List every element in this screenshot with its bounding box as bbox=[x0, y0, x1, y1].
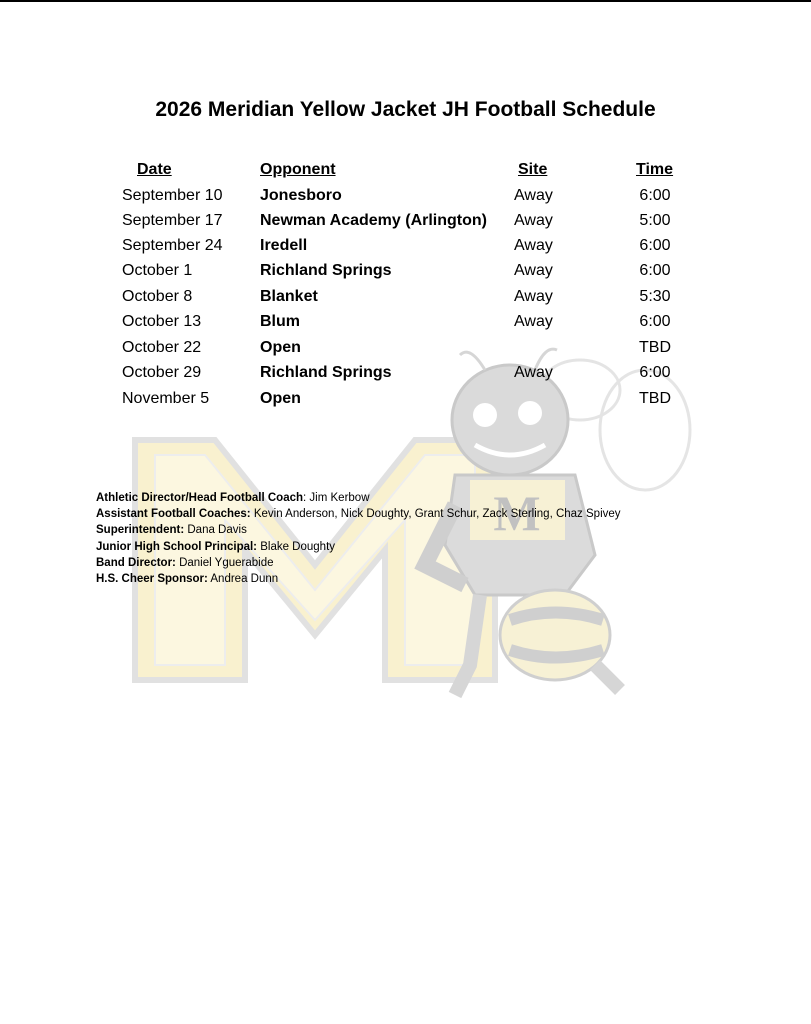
table-row bbox=[0, 262, 811, 287]
staff-list bbox=[96, 490, 736, 587]
game-opponent: Blum bbox=[260, 313, 300, 330]
staff-name: Blake Doughty bbox=[260, 540, 336, 553]
staff-role: Junior High School Principal: bbox=[96, 540, 258, 553]
game-site: Away bbox=[514, 187, 553, 204]
game-time: TBD bbox=[639, 390, 671, 407]
game-date: September 17 bbox=[122, 212, 223, 229]
game-site: Away bbox=[514, 313, 553, 330]
game-time: 6:00 bbox=[639, 262, 671, 279]
game-opponent: Open bbox=[260, 390, 301, 407]
game-opponent: Blanket bbox=[260, 288, 318, 305]
game-time: 6:00 bbox=[639, 313, 671, 330]
mascot-jersey-letter: M bbox=[493, 485, 541, 541]
staff-cheer-sponsor bbox=[96, 571, 736, 587]
game-date: November 5 bbox=[122, 390, 210, 407]
staff-name: Dana Davis bbox=[187, 524, 247, 537]
staff-principal bbox=[96, 539, 736, 555]
game-date: October 22 bbox=[122, 339, 202, 356]
header-time: Time bbox=[636, 161, 674, 178]
game-time: 6:00 bbox=[639, 187, 671, 204]
table-row bbox=[0, 313, 811, 338]
game-opponent: Open bbox=[260, 339, 301, 356]
table-row bbox=[0, 364, 811, 389]
staff-role: H.S. Cheer Sponsor: bbox=[96, 573, 208, 586]
header-site: Site bbox=[518, 161, 548, 178]
game-date: October 8 bbox=[122, 288, 193, 305]
table-row bbox=[0, 237, 811, 262]
game-time: 5:30 bbox=[639, 288, 671, 305]
table-row bbox=[0, 187, 811, 212]
staff-name: Jim Kerbow bbox=[309, 492, 370, 504]
staff-athletic-director: Athletic Director/Head Football Coach: Jim Kerbow bbox=[96, 492, 370, 504]
game-date: October 29 bbox=[122, 364, 202, 381]
game-date: September 24 bbox=[122, 237, 223, 254]
game-time: TBD bbox=[639, 339, 671, 356]
table-row bbox=[0, 288, 811, 313]
staff-role: Superintendent: bbox=[96, 524, 185, 537]
game-site: Away bbox=[514, 288, 553, 305]
staff-band-director bbox=[96, 555, 736, 571]
game-site: Away bbox=[514, 262, 553, 279]
game-time: 5:00 bbox=[639, 212, 671, 229]
staff-role: Athletic Director/Head Football Coach bbox=[96, 492, 304, 504]
staff-superintendent bbox=[96, 522, 736, 538]
game-date: October 1 bbox=[122, 262, 193, 279]
staff-role: Assistant Football Coaches: bbox=[96, 508, 251, 521]
game-opponent: Richland Springs bbox=[260, 262, 392, 279]
game-site: Away bbox=[514, 212, 553, 229]
top-border bbox=[0, 0, 811, 2]
header-date: Date bbox=[137, 161, 172, 178]
staff-name: Andrea Dunn bbox=[210, 573, 279, 586]
header-opponent: Opponent bbox=[260, 161, 336, 178]
game-date: September 10 bbox=[122, 187, 223, 204]
staff-name: Daniel Yguerabide bbox=[179, 556, 274, 569]
game-date: October 13 bbox=[122, 313, 202, 330]
game-opponent: Richland Springs bbox=[260, 364, 392, 381]
game-opponent: Jonesboro bbox=[260, 187, 342, 204]
staff-name: Kevin Anderson, Nick Doughty, Grant Schur, Zack Sterling, Chaz Spivey bbox=[253, 508, 621, 521]
game-site: Away bbox=[514, 237, 553, 254]
game-site: Away bbox=[514, 364, 553, 381]
game-opponent: Iredell bbox=[260, 237, 308, 254]
table-row bbox=[0, 339, 811, 364]
table-row bbox=[0, 390, 811, 415]
table-row bbox=[0, 212, 811, 237]
game-time: 6:00 bbox=[639, 364, 671, 381]
staff-role: Band Director: bbox=[96, 556, 176, 569]
staff-assistant-coaches bbox=[96, 506, 736, 522]
game-opponent: Newman Academy (Arlington) bbox=[260, 212, 487, 229]
page-title: 2026 Meridian Yellow Jacket JH Football Schedule bbox=[155, 98, 656, 121]
game-time: 6:00 bbox=[639, 237, 671, 254]
